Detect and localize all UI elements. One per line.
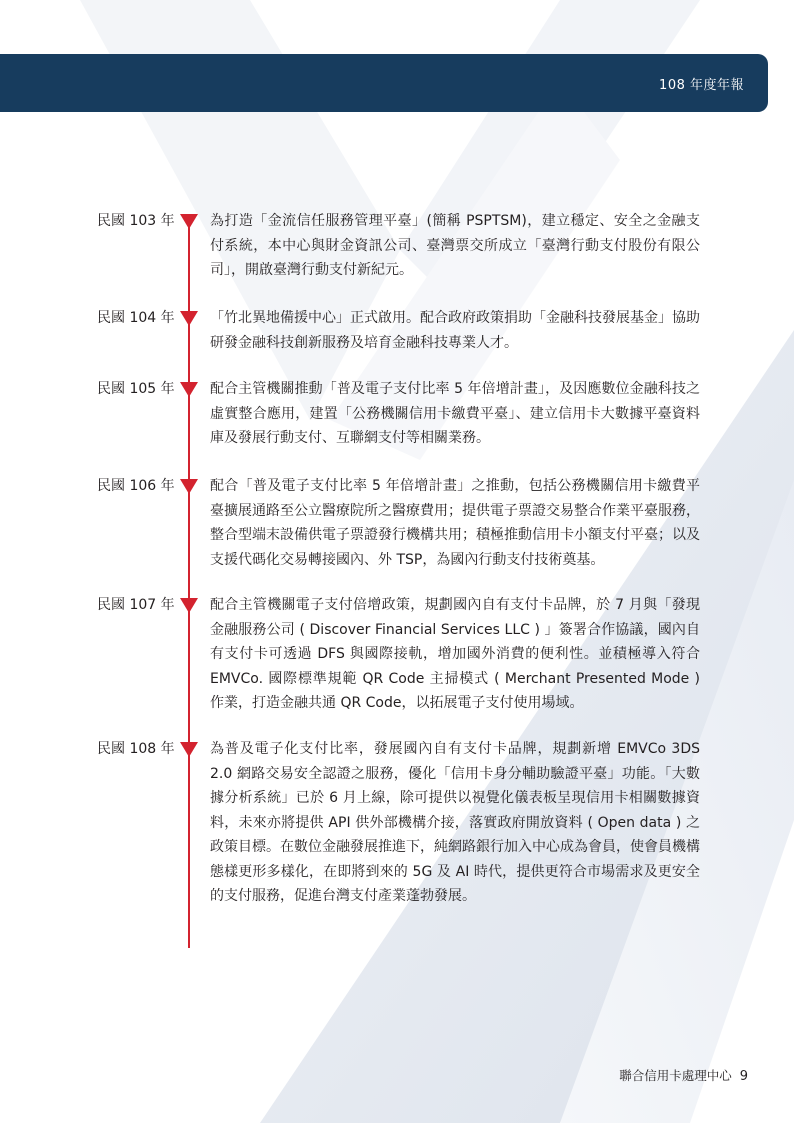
- timeline-text: 配合主管機關推動「普及電子支付比率 5 年倍增計畫」，及因應數位金融科技之虛實整合應用，建置「公務機關信用卡繳費平臺」、建立信用卡大數據平臺資料庫及發展行動支付、互聯網支付等相關業務。: [210, 381, 700, 446]
- timeline-year: 民國 106 年: [97, 478, 175, 494]
- footer-organization: 聯合信用卡處理中心: [619, 1068, 732, 1083]
- page-number: 9: [739, 1069, 748, 1084]
- timeline-year: 民國 107 年: [97, 597, 175, 613]
- timeline-year: 民國 103 年: [97, 213, 175, 229]
- header-band: [0, 54, 768, 112]
- triangle-marker-icon: [180, 742, 198, 757]
- triangle-marker-icon: [180, 214, 198, 229]
- timeline-text: 配合「普及電子支付比率 5 年倍增計畫」之推動，包括公務機關信用卡繳費平臺擴展通路至公立醫療院所之醫療費用；提供電子票證交易整合作業平臺服務，整合型端末設備供電子票證發行機構共用；積極推動信用卡小額支付平臺；以及支援代碼化交易轉接國內、外 TSP，為國內行動支付技術奠基。: [210, 478, 700, 568]
- timeline-text: 配合主管機關電子支付倍增政策，規劃國內自有支付卡品牌，於 7 月與「發現金融服務公司 ( Discover Financial Services LLC ) 」簽署合作協議，國內自有支付卡可透過 DFS 與國際接軌，增加國外消費的便利性。並積極導入符合 EMVCo. 國際標準規範 QR Code 主掃模式 ( Merchant Presented Mode ) 作業，打造金融共通 QR Code，以拓展電子支付使用場域。: [210, 597, 700, 711]
- triangle-marker-icon: [180, 598, 198, 613]
- triangle-marker-icon: [180, 311, 198, 326]
- timeline-text: 為打造「金流信任服務管理平臺」(簡稱 PSPTSM)，建立穩定、安全之金融支付系統，本中心與財金資訊公司、臺灣票交所成立「臺灣行動支付股份有限公司」，開啟臺灣行動支付新紀元。: [210, 213, 700, 278]
- annual-report-title: 108 年度年報: [659, 78, 744, 93]
- timeline-text: 為普及電子化支付比率，發展國內自有支付卡品牌，規劃新增 EMVCo 3DS 2.0 網路交易安全認證之服務，優化「信用卡身分輔助驗證平臺」功能。「大數據分析系統」已於 6 月上線，除可提供以視覺化儀表板呈現信用卡相關數據資料，未來亦將提供 API 供外部機構介接，落實政府開放資料 ( Open data ) 之政策目標。在數位金融發展推進下，純網路銀行加入中心成為會員，使會員機構態樣更形多樣化，在即將到來的 5G 及 AI 時代，提供更符合市場需求及更安全的支付服務，促進台灣支付產業蓬勃發展。: [210, 741, 700, 904]
- page-footer: [619, 1066, 748, 1084]
- timeline-year: 民國 105 年: [97, 381, 175, 397]
- timeline-text: 「竹北異地備援中心」正式啟用。配合政府政策捐助「金融科技發展基金」協助研發金融科技創新服務及培育金融科技專業人才。: [210, 310, 700, 351]
- triangle-marker-icon: [180, 479, 198, 494]
- triangle-marker-icon: [180, 382, 198, 397]
- timeline-year: 民國 108 年: [97, 741, 175, 757]
- timeline-line: [188, 222, 190, 948]
- timeline-year: 民國 104 年: [97, 310, 175, 326]
